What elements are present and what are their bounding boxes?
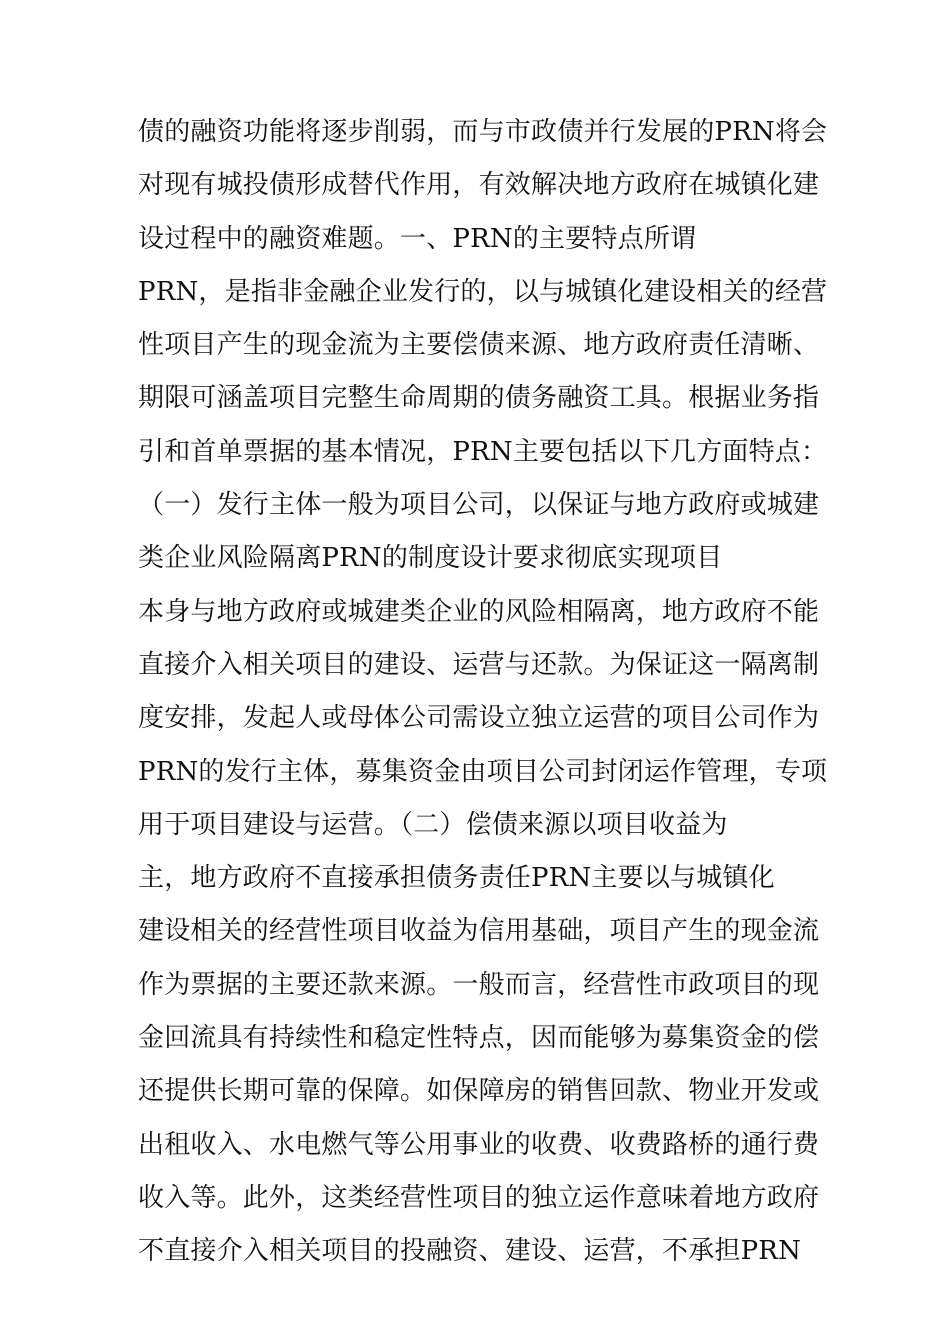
text-line: 主，地方政府不直接承担债务责任PRN主要以与城镇化 <box>138 863 775 894</box>
text-line: 对现有城投债形成替代作用，有效解决地方政府在城镇化建 <box>138 170 820 201</box>
text-line: PRN，是指非金融企业发行的，以与城镇化建设相关的经营 <box>138 276 828 307</box>
text-line: 债的融资功能将逐步削弱，而与市政债并行发展的PRN将会 <box>138 117 828 147</box>
text-line: 出租收入、水电燃气等公用事业的收费、收费路桥的通行费 <box>138 1129 820 1160</box>
text-line: 用于项目建设与运营。（二）偿债来源以项目收益为 <box>138 809 728 840</box>
text-line: 作为票据的主要还款来源。一般而言，经营性市政项目的现 <box>138 969 820 1000</box>
text-line: 本身与地方政府或城建类企业的风险相隔离，地方政府不能 <box>138 596 820 627</box>
text-line: 设过程中的融资难题。一、PRN的主要特点所谓 <box>138 223 697 254</box>
text-line: 引和首单票据的基本情况，PRN主要包括以下几方面特点： <box>138 436 828 467</box>
text-line: 收入等。此外，这类经营性项目的独立运作意味着地方政府 <box>138 1182 820 1213</box>
text-line: 不直接介入相关项目的投融资、建设、运营，不承担PRN <box>138 1236 802 1267</box>
text-line: 建设相关的经营性项目收益为信用基础，项目产生的现金流 <box>138 916 820 947</box>
text-line: 类企业风险隔离PRN的制度设计要求彻底实现项目 <box>138 543 723 574</box>
text-line: 金回流具有持续性和稳定性特点，因而能够为募集资金的偿 <box>138 1023 820 1054</box>
text-line: 直接介入相关项目的建设、运营与还款。为保证这一隔离制 <box>138 649 820 680</box>
text-line: 性项目产生的现金流为主要偿债来源、地方政府责任清晰、 <box>138 330 820 361</box>
text-line: 期限可涵盖项目完整生命周期的债务融资工具。根据业务指 <box>138 383 820 414</box>
text-line: PRN的发行主体，募集资金由项目公司封闭运作管理，专项 <box>138 756 828 787</box>
text-line: 还提供长期可靠的保障。如保障房的销售回款、物业开发或 <box>138 1076 820 1107</box>
body-text <box>138 106 828 1279</box>
text-line: 度安排，发起人或母体公司需设立独立运营的项目公司作为 <box>138 703 820 734</box>
text-line: （一）发行主体一般为项目公司，以保证与地方政府或城建 <box>138 490 820 521</box>
